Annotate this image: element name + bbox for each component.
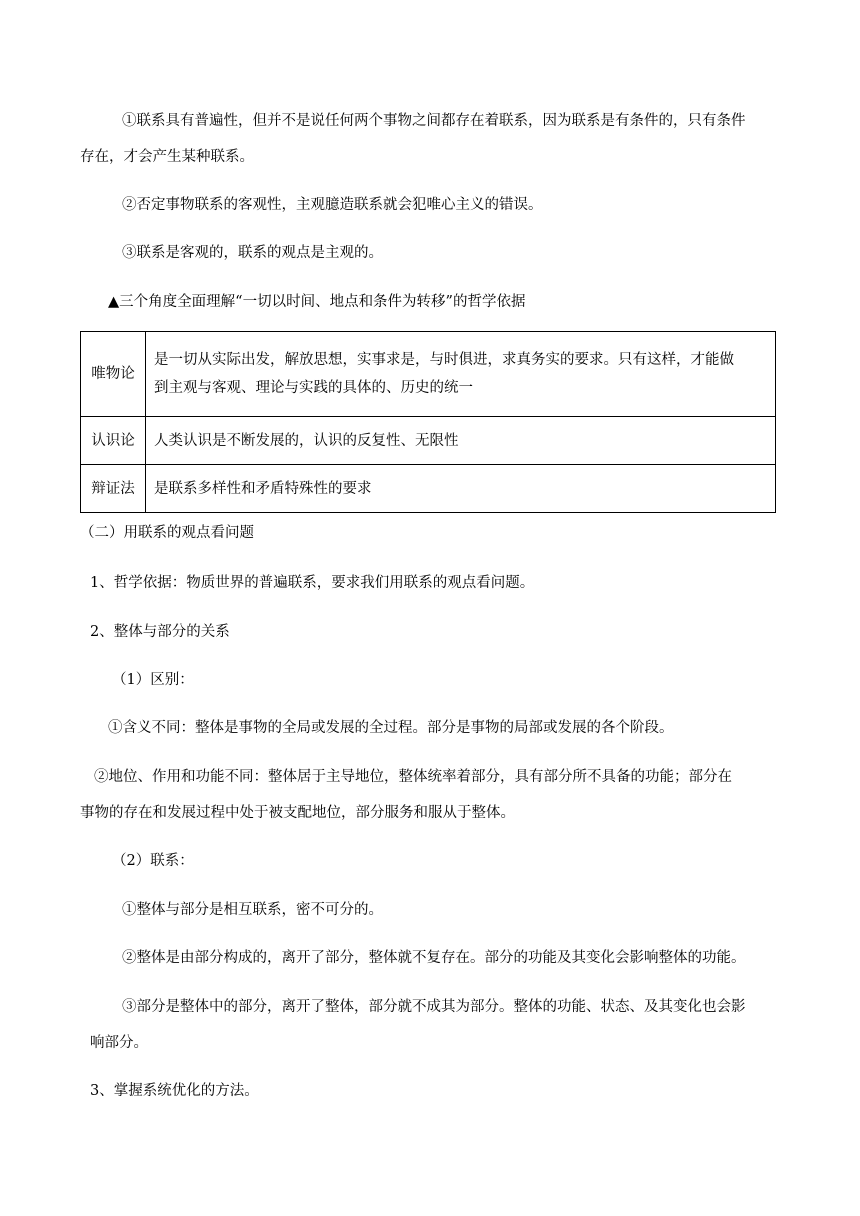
difference-point-a: ①含义不同：整体是事物的全局或发展的全过程。部分是事物的局部或发展的各个阶段。 [108, 720, 674, 736]
cell-text-line: 到主观与客观、理论与实践的具体的、历史的统一 [154, 380, 473, 396]
subheading-difference: （1）区别： [112, 672, 194, 688]
philosophy-basis-table [80, 331, 776, 513]
difference-point-b-line-2: 事物的存在和发展过程中处于被支配地位，部分服务和服从于整体。 [80, 805, 515, 821]
list-item-1: 1、哲学依据：物质世界的普遍联系，要求我们用联系的观点看问题。 [90, 575, 535, 591]
connection-point-a: ①整体与部分是相互联系，密不可分的。 [122, 902, 383, 918]
difference-point-b-line-1: ②地位、作用和功能不同：整体居于主导地位，整体统率着部分，具有部分所不具备的功能；部分在 [94, 769, 732, 785]
paragraph-1-line-2: 存在，才会产生某种联系。 [80, 149, 254, 165]
section-title: （二）用联系的观点看问题 [80, 525, 254, 541]
table-cell-label: 认识论 [81, 417, 146, 465]
table-cell-content: 是联系多样性和矛盾特殊性的要求 [146, 465, 776, 513]
paragraph-2: ②否定事物联系的客观性，主观臆造联系就会犯唯心主义的错误。 [122, 197, 543, 213]
table-row [81, 417, 776, 465]
list-item-3: 3、掌握系统优化的方法。 [90, 1083, 259, 1099]
connection-point-c-line-1: ③部分是整体中的部分，离开了整体，部分就不成其为部分。整体的功能、状态、及其变化也会影 [122, 999, 746, 1015]
connection-point-b: ②整体是由部分构成的，离开了部分，整体就不复存在。部分的功能及其变化会影响整体的功能。 [122, 950, 746, 966]
list-item-2: 2、整体与部分的关系 [90, 624, 230, 640]
table-row [81, 332, 776, 417]
table-cell-content [146, 332, 776, 417]
table-row [81, 465, 776, 513]
paragraph-3: ③联系是客观的，联系的观点是主观的。 [122, 245, 383, 261]
table-cell-label: 辩证法 [81, 465, 146, 513]
paragraph-1-line-1: ①联系具有普遍性，但并不是说任何两个事物之间都存在着联系，因为联系是有条件的，只有条件 [122, 113, 746, 129]
cell-text-line: 是一切从实际出发，解放思想，实事求是，与时俱进，求真务实的要求。只有这样，才能做 [154, 352, 734, 368]
connection-point-c-line-2: 响部分。 [90, 1035, 148, 1051]
subheading-connection: （2）联系： [112, 853, 194, 869]
table-cell-label: 唯物论 [81, 332, 146, 417]
table-cell-content: 人类认识是不断发展的，认识的反复性、无限性 [146, 417, 776, 465]
section-heading: ▲三个角度全面理解“一切以时间、地点和条件为转移”的哲学依据 [108, 294, 526, 310]
